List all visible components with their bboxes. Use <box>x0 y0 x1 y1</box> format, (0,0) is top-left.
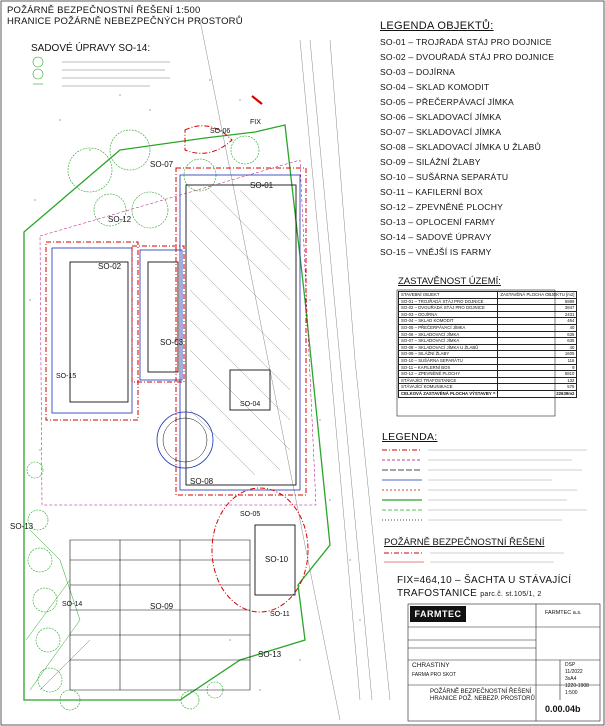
so14-section-label: SADOVÉ ÚPRAVY SO-14: <box>31 43 151 54</box>
cell: SO-05 – PŘEČERPÁVACÍ JÍMKA <box>399 324 498 331</box>
table-row <box>399 371 577 378</box>
red-marker <box>252 96 262 104</box>
cell: 3847 <box>498 305 577 312</box>
cell: 635 <box>498 331 577 338</box>
legenda-title: LEGENDA: <box>382 431 438 443</box>
legenda-lines <box>382 446 597 533</box>
legend-item-so06: SO-06 – SKLADOVACÍ JÍMKA <box>380 112 502 122</box>
table-row <box>399 305 577 312</box>
cell: SO-11 – KAFILERNÍ BOX <box>399 364 498 371</box>
legend-item-so11: SO-11 – KAFILERNÍ BOX <box>380 187 483 197</box>
table-row <box>399 311 577 318</box>
label-so02: SO-02 <box>98 262 122 271</box>
table-row <box>399 324 577 331</box>
cell: SO-09 – SILÁŽNÍ ŽLABY <box>399 351 498 358</box>
cell: SO-06 – SKLADOVACÍ JÍMKA <box>399 331 498 338</box>
legend-item-so02: SO-02 – DVOUŘADÁ STÁJ PRO DOJNICE <box>380 52 555 62</box>
building-outlines <box>52 175 300 490</box>
legend-item-so08: SO-08 – SKLADOVACÍ JÍMKA U ŽLABŮ <box>380 142 541 152</box>
legend-item-so10: SO-10 – SUŠÁRNA SEPARÁTU <box>380 172 509 182</box>
drawing-title-line2: HRANICE POŽÁRNĚ NEBEZPEČNÝCH PROSTORŮ <box>7 16 243 27</box>
table-row <box>399 384 577 391</box>
farmtec-logo: FARMTEC <box>410 606 466 622</box>
legend-item-so05: SO-05 – PŘEČERPÁVACÍ JÍMKA <box>380 97 514 107</box>
label-so13-left: SO-13 <box>10 522 34 531</box>
label-so14: SO-14 <box>62 601 83 608</box>
label-so08: SO-08 <box>190 477 214 486</box>
legend-item-so01: SO-01 – TROJŘADÁ STÁJ PRO DOJNICE <box>380 37 552 47</box>
table-row <box>399 351 577 358</box>
cell: 40 <box>498 324 577 331</box>
legend-item-so03: SO-03 – DOJÍRNA <box>380 67 456 77</box>
phase: DSP <box>565 662 576 668</box>
pbr-title: POŽÁRNĚ BEZPEČNOSTNÍ ŘEŠENÍ <box>384 537 545 548</box>
label-fix: FIX <box>250 119 261 126</box>
fix-note-parcel: parc.č. st.105/1, 2 <box>480 591 542 598</box>
cell: 116 <box>498 357 577 364</box>
legenda-line-symbols <box>382 446 597 528</box>
fix-note-line2 <box>397 589 542 600</box>
cell: SO-12 – ZPEVNĚNÉ PLOCHY <box>399 371 498 378</box>
legend-item-so13: SO-13 – OPLOCENÍ FARMY <box>380 217 496 227</box>
cell: 5810 <box>498 371 577 378</box>
label-so09: SO-09 <box>150 602 174 611</box>
so14-legend-symbols <box>33 57 43 84</box>
zastavenost-col2: ZASTAVĚNÁ PLOCHA OBJEKTU [m2] <box>498 292 577 299</box>
table-row <box>399 364 577 371</box>
subject-name: FARMA PRO SKOT <box>412 672 457 678</box>
drawing-title-line1: POŽÁRNĚ BEZPEČNOSTNÍ ŘEŠENÍ 1:500 <box>7 5 201 16</box>
label-so01: SO-01 <box>250 181 274 190</box>
contract-number: 1220-1908 <box>565 683 589 689</box>
cell: 575 <box>498 384 577 391</box>
table-row <box>399 318 577 325</box>
label-so07: SO-07 <box>150 160 174 169</box>
place-name: CHRASTINY <box>412 662 450 669</box>
cell: SO-02 – DVOUŘADÁ STÁJ PRO DOJNICE <box>399 305 498 312</box>
legend-item-so15: SO-15 – VNĚJŠÍ IS FARMY <box>380 247 492 257</box>
silage-troughs <box>70 540 250 690</box>
fix-note-line1: FIX=464,10 – ŠACHTA U STÁVAJÍCÍ <box>397 575 572 586</box>
cell: 2431 <box>498 311 577 318</box>
zastavenost-table <box>398 291 577 398</box>
label-so11: SO-11 <box>270 611 290 618</box>
table-row <box>399 331 577 338</box>
cell: 635 <box>498 338 577 345</box>
table-row <box>399 344 577 351</box>
cell: 464 <box>498 318 577 325</box>
zastavenost-title: ZASTAVĚNOST ÚZEMÍ: <box>398 276 501 287</box>
cell: 5989 <box>498 298 577 305</box>
legend-item-so14: SO-14 – SADOVÉ ÚPRAVY <box>380 232 492 242</box>
drawing-number: 0.00.04b <box>545 704 581 714</box>
legend-item-so09: SO-09 – SILÁŽNÍ ŽLABY <box>380 157 481 167</box>
cell: CELKOVÁ ZASTAVĚNÁ PLOCHA VÝSTAVBY = <box>399 390 498 397</box>
zastavenost-col1: STAVEBNÍ OBJEKT <box>399 292 498 299</box>
drawing-title-tb-2: HRANICE POŽ. NEBEZP. PROSTORŮ <box>430 696 535 702</box>
zastavenost-header-row <box>399 292 577 299</box>
pbr-legend-lines <box>384 549 594 569</box>
cell: SO-08 – SKLADOVACÍ JÍMKA U ŽLABŮ <box>399 344 498 351</box>
table-row <box>399 377 577 384</box>
date: 11/2022 <box>565 669 583 675</box>
legend-objects-title: LEGENDA OBJEKTŮ: <box>380 20 494 32</box>
fix-note-trafostanice: TRAFOSTANICE <box>397 588 478 599</box>
table-row <box>399 298 577 305</box>
company-name: FARMTEC a.s. <box>545 610 582 616</box>
label-so10: SO-10 <box>265 555 289 564</box>
cell: SO-03 – DOJÍRNA <box>399 311 498 318</box>
label-so13-bottom: SO-13 <box>258 650 282 659</box>
legend-item-so12: SO-12 – ZPEVNĚNÉ PLOCHY <box>380 202 504 212</box>
zastavenost-total-row <box>399 390 577 397</box>
label-so05: SO-05 <box>240 511 261 518</box>
cell: SO-04 – SKLAD KOMODIT <box>399 318 498 325</box>
table-row <box>399 338 577 345</box>
cell: 9 <box>498 364 577 371</box>
label-so04: SO-04 <box>240 401 261 408</box>
hatch-pattern <box>190 190 290 475</box>
format: 3xA4 <box>565 676 577 682</box>
legend-objects <box>380 21 600 256</box>
drawing-title-tb-1: POŽÁRNĚ BEZPEČNOSTNÍ ŘEŠENÍ <box>430 689 532 695</box>
legend-item-so07: SO-07 – SKLADOVACÍ JÍMKA <box>380 127 502 137</box>
cell: SO-10 – SUŠÁRNA SEPARÁTU <box>399 357 498 364</box>
tank-so08 <box>157 412 213 468</box>
table-row <box>399 357 577 364</box>
label-so15: SO-15 <box>56 373 77 380</box>
cell: 40 <box>498 344 577 351</box>
trees <box>27 130 259 710</box>
cell: SO-07 – SKLADOVACÍ JÍMKA <box>399 338 498 345</box>
label-so03: SO-03 <box>160 338 184 347</box>
cell: SO-01 – TROJŘADÁ STÁJ PRO DOJNICE <box>399 298 498 305</box>
cell: STÁVAJÍCÍ KOMUNIKACE <box>399 384 498 391</box>
cell: 132 <box>498 377 577 384</box>
cell: 1605 <box>498 351 577 358</box>
scale: 1:500 <box>565 690 578 696</box>
label-so06: SO-06 <box>210 128 231 135</box>
cell: 22639m2 <box>498 390 577 397</box>
cell: STÁVAJÍCÍ TRAFOSTANICE <box>399 377 498 384</box>
legend-item-so04: SO-04 – SKLAD KOMODIT <box>380 82 490 92</box>
label-so12: SO-12 <box>108 215 132 224</box>
